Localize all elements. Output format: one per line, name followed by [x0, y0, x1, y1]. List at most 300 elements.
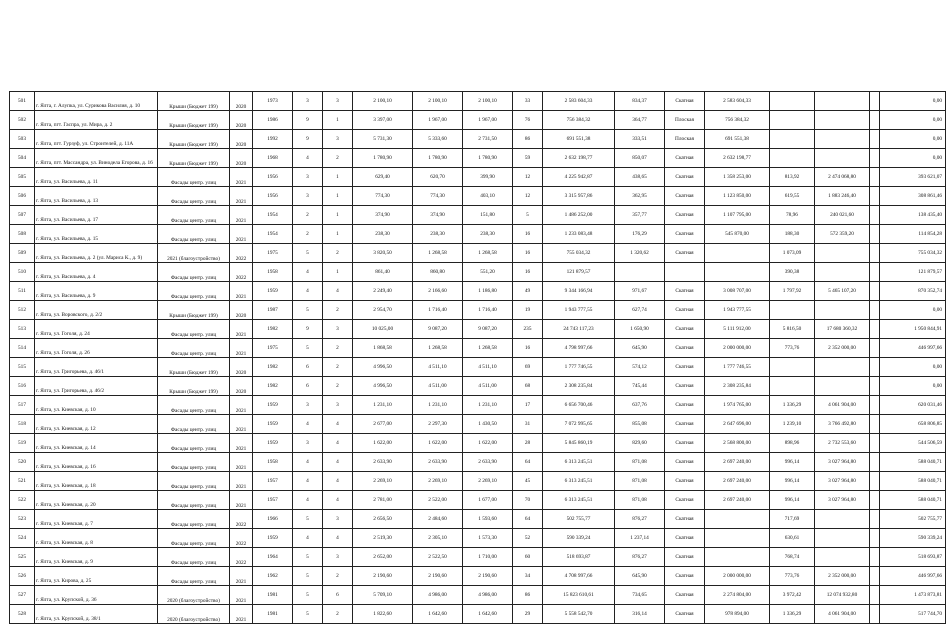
floors-cell: 4: [293, 472, 323, 491]
entrances-cell: 1: [323, 111, 353, 130]
other-cost-cell: 308 861,46: [880, 187, 946, 206]
address-cell: г. Ялта, ул. Крупской, д. 36: [35, 586, 158, 605]
roof-type-cell: Скатная: [665, 567, 705, 586]
work-type-cell: Фасады центр. улиц: [158, 187, 230, 206]
unit-cost-cell: 850,07: [615, 149, 665, 168]
table-row: [10, 434, 946, 453]
total-area-cell: 2 656,50: [353, 510, 413, 529]
extra-cell: [870, 358, 880, 377]
work-type-cell: Фасады центр. улиц: [158, 320, 230, 339]
table-row: [10, 472, 946, 491]
planned-year-cell: 2021: [230, 320, 253, 339]
total-cost-cell: 691 551,38: [543, 130, 615, 149]
build-year-cell: 1962: [253, 567, 293, 586]
row-number-cell: 526: [10, 567, 35, 586]
address-cell: г. Ялта, ул. Григорьева, д. 46/1: [35, 358, 158, 377]
roof-type-cell: Скатная: [665, 396, 705, 415]
total-cost-cell: 502 755,77: [543, 510, 615, 529]
total-area-cell: 1 622,00: [353, 434, 413, 453]
facade-cost-cell: 5 465 107,20: [815, 282, 870, 301]
row-number-cell: 520: [10, 453, 35, 472]
other-cost-cell: 588 040,71: [880, 491, 946, 510]
row-number-cell: 513: [10, 320, 35, 339]
total-area-cell: 10 025,00: [353, 320, 413, 339]
facade-cost-cell: 572 359,20: [815, 225, 870, 244]
extra-cell: [870, 130, 880, 149]
floors-cell: 2: [293, 225, 323, 244]
entrances-cell: 4: [323, 529, 353, 548]
work-type-cell: Фасады центр. улиц: [158, 263, 230, 282]
facade-cost-cell: [815, 111, 870, 130]
row-number-cell: 528: [10, 605, 35, 624]
row-number-cell: 517: [10, 396, 35, 415]
extra-cell: [870, 491, 880, 510]
extra-cell: [870, 168, 880, 187]
total-cost-cell: 2 308 235,84: [543, 377, 615, 396]
other-cost-cell: 0,00: [880, 301, 946, 320]
unit-cost-cell: 645,90: [615, 567, 665, 586]
floors-cell: 3: [293, 396, 323, 415]
roof-cost-cell: 2 000 000,00: [705, 567, 770, 586]
table-row: [10, 263, 946, 282]
total-area-cell: 2 249,40: [353, 282, 413, 301]
address-cell: г. Ялта, ул. Григорьева, д. 46/2: [35, 377, 158, 396]
unit-cost-cell: 438,65: [615, 168, 665, 187]
residential-area-cell: 1 186,80: [463, 282, 513, 301]
facade-area-cell: [770, 149, 815, 168]
living-area-cell: 1 967,00: [413, 111, 463, 130]
living-area-cell: 1 231,10: [413, 396, 463, 415]
total-area-cell: 4 996,50: [353, 358, 413, 377]
roof-cost-cell: [705, 548, 770, 567]
facade-area-cell: 1 797,92: [770, 282, 815, 301]
address-cell: г. Ялта, ул. Воровского, д. 2/2: [35, 301, 158, 320]
facade-area-cell: [770, 358, 815, 377]
other-cost-cell: 0,00: [880, 111, 946, 130]
floors-cell: 3: [293, 434, 323, 453]
facade-cost-cell: 3 027 964,80: [815, 491, 870, 510]
residents-cell: 16: [513, 225, 543, 244]
extra-cell: [870, 263, 880, 282]
build-year-cell: 1964: [253, 548, 293, 567]
work-type-cell: Крыши (Бюджет 199): [158, 301, 230, 320]
roof-cost-cell: 1 777 746,55: [705, 358, 770, 377]
address-cell: г. Ялта, ул. Васильева, д. 13: [35, 187, 158, 206]
living-area-cell: 4 511,10: [413, 358, 463, 377]
table-row: [10, 491, 946, 510]
roof-type-cell: Скатная: [665, 586, 705, 605]
living-area-cell: 374,90: [413, 206, 463, 225]
living-area-cell: 1 716,40: [413, 301, 463, 320]
roof-cost-cell: [705, 244, 770, 263]
residential-area-cell: 4 986,00: [463, 586, 513, 605]
table-row: [10, 567, 946, 586]
unit-cost-cell: 364,77: [615, 111, 665, 130]
build-year-cell: 1956: [253, 168, 293, 187]
floors-cell: 5: [293, 339, 323, 358]
work-type-cell: Фасады центр. улиц: [158, 396, 230, 415]
extra-cell: [870, 453, 880, 472]
facade-cost-cell: 3 027 964,80: [815, 472, 870, 491]
residential-area-cell: 403,10: [463, 187, 513, 206]
build-year-cell: 1987: [253, 301, 293, 320]
residents-cell: 17: [513, 396, 543, 415]
residents-cell: 16: [513, 263, 543, 282]
facade-cost-cell: [815, 130, 870, 149]
extra-cell: [870, 339, 880, 358]
residential-area-cell: 1 593,60: [463, 510, 513, 529]
total-area-cell: 238,30: [353, 225, 413, 244]
table-row: [10, 339, 946, 358]
table-row: [10, 225, 946, 244]
roof-type-cell: Скатная: [665, 244, 705, 263]
total-cost-cell: 15 823 610,61: [543, 586, 615, 605]
address-cell: г. Ялта, ул. Киевская, д. 10: [35, 396, 158, 415]
living-area-cell: 2 633,90: [413, 453, 463, 472]
roof-type-cell: Скатная: [665, 434, 705, 453]
entrances-cell: 3: [323, 548, 353, 567]
build-year-cell: 1975: [253, 339, 293, 358]
residential-area-cell: 1 231,10: [463, 396, 513, 415]
extra-cell: [870, 206, 880, 225]
other-cost-cell: 658 806,85: [880, 415, 946, 434]
build-year-cell: 1981: [253, 586, 293, 605]
extra-cell: [870, 377, 880, 396]
floors-cell: 5: [293, 605, 323, 624]
roof-cost-cell: 3 008 707,00: [705, 282, 770, 301]
row-number-cell: 510: [10, 263, 35, 282]
address-cell: г. Ялта, ул. Киевская, д. 12: [35, 415, 158, 434]
residential-area-cell: 399,90: [463, 168, 513, 187]
roof-type-cell: Скатная: [665, 187, 705, 206]
total-area-cell: 2 781,00: [353, 491, 413, 510]
total-cost-cell: 5 558 542,70: [543, 605, 615, 624]
living-area-cell: 1 642,60: [413, 605, 463, 624]
planned-year-cell: 2021: [230, 206, 253, 225]
facade-cost-cell: [815, 263, 870, 282]
build-year-cell: 1958: [253, 263, 293, 282]
total-cost-cell: 24 743 117,23: [543, 320, 615, 339]
residents-cell: 29: [513, 605, 543, 624]
roof-cost-cell: 1 974 765,00: [705, 396, 770, 415]
entrances-cell: 1: [323, 263, 353, 282]
roof-type-cell: Скатная: [665, 320, 705, 339]
living-area-cell: 2 100,10: [413, 92, 463, 111]
roof-type-cell: Скатная: [665, 339, 705, 358]
extra-cell: [870, 548, 880, 567]
other-cost-cell: 446 997,66: [880, 339, 946, 358]
other-cost-cell: 518 693,87: [880, 548, 946, 567]
entrances-cell: 2: [323, 339, 353, 358]
total-cost-cell: 755 034,32: [543, 244, 615, 263]
roof-cost-cell: 2 697 240,00: [705, 453, 770, 472]
facade-area-cell: 619,55: [770, 187, 815, 206]
residential-area-cell: 2 731,50: [463, 130, 513, 149]
planned-year-cell: 2020: [230, 130, 253, 149]
row-number-cell: 507: [10, 206, 35, 225]
total-cost-cell: 4 708 997,66: [543, 567, 615, 586]
total-cost-cell: 5 845 860,19: [543, 434, 615, 453]
row-number-cell: 516: [10, 377, 35, 396]
roof-type-cell: Скатная: [665, 415, 705, 434]
work-type-cell: Фасады центр. улиц: [158, 206, 230, 225]
work-type-cell: 2020 (благоустройство): [158, 605, 230, 624]
residents-cell: 28: [513, 434, 543, 453]
planned-year-cell: 2022: [230, 244, 253, 263]
planned-year-cell: 2020: [230, 92, 253, 111]
unit-cost-cell: [615, 263, 665, 282]
facade-area-cell: 898,96: [770, 434, 815, 453]
residential-area-cell: 1 677,00: [463, 491, 513, 510]
roof-type-cell: Скатная: [665, 301, 705, 320]
floors-cell: 4: [293, 529, 323, 548]
row-number-cell: 515: [10, 358, 35, 377]
entrances-cell: 3: [323, 510, 353, 529]
facade-cost-cell: 3 766 492,80: [815, 415, 870, 434]
address-cell: г. Ялта, ул. Васильева, д. 4: [35, 263, 158, 282]
total-cost-cell: 518 693,87: [543, 548, 615, 567]
unit-cost-cell: 745,44: [615, 377, 665, 396]
work-type-cell: Фасады центр. улиц: [158, 415, 230, 434]
facade-cost-cell: 17 680 360,32: [815, 320, 870, 339]
roof-cost-cell: 2 632 198,77: [705, 149, 770, 168]
work-type-cell: Фасады центр. улиц: [158, 567, 230, 586]
build-year-cell: 1957: [253, 472, 293, 491]
other-cost-cell: 0,00: [880, 130, 946, 149]
total-cost-cell: 1 777 746,55: [543, 358, 615, 377]
facade-cost-cell: 2 732 553,60: [815, 434, 870, 453]
residential-area-cell: 2 190,60: [463, 567, 513, 586]
facade-cost-cell: 2 474 068,80: [815, 168, 870, 187]
facade-area-cell: 996,14: [770, 453, 815, 472]
extra-cell: [870, 282, 880, 301]
extra-cell: [870, 605, 880, 624]
table-row: [10, 244, 946, 263]
extra-cell: [870, 111, 880, 130]
facade-cost-cell: 2 352 000,00: [815, 339, 870, 358]
work-type-cell: Фасады центр. улиц: [158, 510, 230, 529]
residential-area-cell: 1 622,00: [463, 434, 513, 453]
address-cell: г. Ялта, ул. Киевская, д. 18: [35, 472, 158, 491]
facade-cost-cell: [815, 244, 870, 263]
unit-cost-cell: 876,27: [615, 510, 665, 529]
living-area-cell: 620,70: [413, 168, 463, 187]
facade-area-cell: 3 972,42: [770, 586, 815, 605]
living-area-cell: 2 269,10: [413, 472, 463, 491]
roof-type-cell: Скатная: [665, 206, 705, 225]
table-row: [10, 586, 946, 605]
residential-area-cell: 1 268,58: [463, 244, 513, 263]
facade-cost-cell: [815, 301, 870, 320]
build-year-cell: 1975: [253, 244, 293, 263]
other-cost-cell: 393 621,07: [880, 168, 946, 187]
roof-cost-cell: 978 894,00: [705, 605, 770, 624]
planned-year-cell: 2021: [230, 168, 253, 187]
address-cell: г. Ялта, ул. Васильева, д. 2 (ул. Мариса К., д. 9): [35, 244, 158, 263]
facade-area-cell: 717,69: [770, 510, 815, 529]
residential-area-cell: 1 967,00: [463, 111, 513, 130]
entrances-cell: 3: [323, 130, 353, 149]
living-area-cell: 1 622,00: [413, 434, 463, 453]
other-cost-cell: 0,00: [880, 149, 946, 168]
roof-cost-cell: 2 647 696,00: [705, 415, 770, 434]
roof-cost-cell: 756 384,32: [705, 111, 770, 130]
planned-year-cell: 2021: [230, 415, 253, 434]
residents-cell: 5: [513, 206, 543, 225]
floors-cell: 5: [293, 586, 323, 605]
row-number-cell: 525: [10, 548, 35, 567]
facade-area-cell: [770, 301, 815, 320]
planned-year-cell: 2020: [230, 377, 253, 396]
total-area-cell: 2 269,10: [353, 472, 413, 491]
facade-area-cell: [770, 111, 815, 130]
other-cost-cell: 114 854,28: [880, 225, 946, 244]
work-type-cell: Крыши (Бюджет 199): [158, 111, 230, 130]
row-number-cell: 512: [10, 301, 35, 320]
facade-area-cell: 813,92: [770, 168, 815, 187]
residential-area-cell: 238,30: [463, 225, 513, 244]
floors-cell: 6: [293, 358, 323, 377]
residents-cell: 70: [513, 491, 543, 510]
table-row: [10, 92, 946, 111]
entrances-cell: 4: [323, 434, 353, 453]
living-area-cell: 2 297,30: [413, 415, 463, 434]
residents-cell: 16: [513, 339, 543, 358]
capital-repair-table: [9, 91, 946, 624]
facade-cost-cell: [815, 149, 870, 168]
residents-cell: 59: [513, 149, 543, 168]
roof-cost-cell: 1 107 795,00: [705, 206, 770, 225]
row-number-cell: 504: [10, 149, 35, 168]
roof-type-cell: Скатная: [665, 92, 705, 111]
facade-area-cell: 1 336,29: [770, 396, 815, 415]
other-cost-cell: 517 744,70: [880, 605, 946, 624]
build-year-cell: 1954: [253, 225, 293, 244]
build-year-cell: 1959: [253, 529, 293, 548]
table-row: [10, 358, 946, 377]
roof-cost-cell: 691 551,38: [705, 130, 770, 149]
facade-area-cell: 773,76: [770, 339, 815, 358]
table-row: [10, 282, 946, 301]
work-type-cell: Крыши (Бюджет 199): [158, 92, 230, 111]
total-cost-cell: 6 313 245,51: [543, 491, 615, 510]
extra-cell: [870, 434, 880, 453]
address-cell: г. Ялта, ул. Киевская, д. 16: [35, 453, 158, 472]
build-year-cell: 1982: [253, 358, 293, 377]
row-number-cell: 502: [10, 111, 35, 130]
roof-cost-cell: [705, 263, 770, 282]
work-type-cell: Фасады центр. улиц: [158, 168, 230, 187]
build-year-cell: 1966: [253, 510, 293, 529]
total-area-cell: 1 780,90: [353, 149, 413, 168]
unit-cost-cell: 1 237,14: [615, 529, 665, 548]
total-cost-cell: 590 339,24: [543, 529, 615, 548]
total-cost-cell: 1 486 252,00: [543, 206, 615, 225]
facade-cost-cell: 12 074 932,80: [815, 586, 870, 605]
document-page: [9, 91, 942, 624]
total-cost-cell: 3 315 957,86: [543, 187, 615, 206]
roof-cost-cell: 2 697 240,00: [705, 472, 770, 491]
unit-cost-cell: 871,08: [615, 472, 665, 491]
total-area-cell: 2 633,90: [353, 453, 413, 472]
residential-area-cell: 1 573,30: [463, 529, 513, 548]
planned-year-cell: 2020: [230, 149, 253, 168]
table-row: [10, 396, 946, 415]
planned-year-cell: 2021: [230, 453, 253, 472]
entrances-cell: 2: [323, 149, 353, 168]
facade-area-cell: [770, 130, 815, 149]
table-row: [10, 415, 946, 434]
entrances-cell: 6: [323, 586, 353, 605]
work-type-cell: Фасады центр. улиц: [158, 282, 230, 301]
unit-cost-cell: 574,12: [615, 358, 665, 377]
address-cell: г. Ялта, пгт. Гурзуф, ул. Строителей, д. 11А: [35, 130, 158, 149]
entrances-cell: 1: [323, 187, 353, 206]
table-row: [10, 111, 946, 130]
total-cost-cell: 2 583 604,33: [543, 92, 615, 111]
total-cost-cell: 1 943 777,55: [543, 301, 615, 320]
other-cost-cell: 870 352,74: [880, 282, 946, 301]
table-row: [10, 510, 946, 529]
address-cell: г. Ялта, ул. Васильева, д. 17: [35, 206, 158, 225]
roof-type-cell: Скатная: [665, 472, 705, 491]
roof-cost-cell: 5 111 912,00: [705, 320, 770, 339]
facade-area-cell: 5 816,50: [770, 320, 815, 339]
row-number-cell: 505: [10, 168, 35, 187]
table-row: [10, 453, 946, 472]
total-cost-cell: 6 313 245,51: [543, 453, 615, 472]
floors-cell: 6: [293, 377, 323, 396]
total-cost-cell: 9 344 166,94: [543, 282, 615, 301]
total-area-cell: 861,40: [353, 263, 413, 282]
address-cell: г. Ялта, ул. Гоголя, д. 26: [35, 339, 158, 358]
table-row: [10, 529, 946, 548]
entrances-cell: 1: [323, 206, 353, 225]
total-area-cell: 2 519,30: [353, 529, 413, 548]
table-body: [10, 92, 946, 624]
roof-type-cell: [665, 263, 705, 282]
extra-cell: [870, 244, 880, 263]
living-area-cell: 2 190,60: [413, 567, 463, 586]
roof-type-cell: Скатная: [665, 168, 705, 187]
total-cost-cell: 2 632 198,77: [543, 149, 615, 168]
residential-area-cell: 2 633,90: [463, 453, 513, 472]
extra-cell: [870, 225, 880, 244]
floors-cell: 4: [293, 263, 323, 282]
planned-year-cell: 2020: [230, 358, 253, 377]
residents-cell: 16: [513, 244, 543, 263]
roof-type-cell: Скатная: [665, 529, 705, 548]
extra-cell: [870, 396, 880, 415]
build-year-cell: 1959: [253, 396, 293, 415]
roof-cost-cell: 2 308 235,84: [705, 377, 770, 396]
planned-year-cell: 2022: [230, 263, 253, 282]
facade-cost-cell: 2 352 000,00: [815, 567, 870, 586]
address-cell: г. Ялта, ул. Киевская, д. 14: [35, 434, 158, 453]
table-row: [10, 301, 946, 320]
work-type-cell: Фасады центр. улиц: [158, 339, 230, 358]
address-cell: г. Ялта, ул. Крупской, д. 38/1: [35, 605, 158, 624]
residential-area-cell: 1 710,00: [463, 548, 513, 567]
other-cost-cell: 446 997,66: [880, 567, 946, 586]
total-area-cell: 1 231,10: [353, 396, 413, 415]
planned-year-cell: 2021: [230, 491, 253, 510]
total-area-cell: 374,90: [353, 206, 413, 225]
living-area-cell: 2 166,60: [413, 282, 463, 301]
living-area-cell: 5 333,60: [413, 130, 463, 149]
roof-type-cell: Скатная: [665, 491, 705, 510]
roof-cost-cell: [705, 529, 770, 548]
